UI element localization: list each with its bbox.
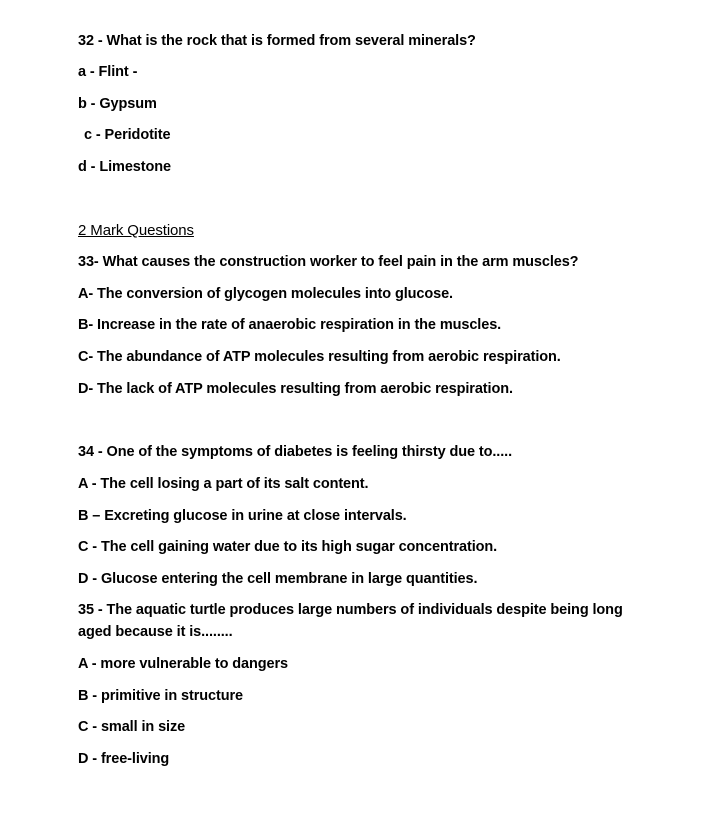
section-heading: 2 Mark Questions <box>78 222 194 239</box>
q32-option-d: d - Limestone <box>78 159 171 175</box>
q35-option-b: B - primitive in structure <box>78 688 243 704</box>
q32-option-b: b - Gypsum <box>78 96 157 112</box>
q35-option-a: A - more vulnerable to dangers <box>78 656 288 672</box>
q35-option-d: D - free-living <box>78 751 170 767</box>
q35-question: 35 - The aquatic turtle produces large numbers of individuals despite being long aged because it is........ <box>78 602 623 640</box>
q33-option-b: B- Increase in the rate of anaerobic respiration in the muscles. <box>78 317 502 333</box>
q32-option-c: c - Peridotite <box>84 127 171 143</box>
q34-option-b: B – Excreting glucose in urine at close intervals. <box>78 508 407 524</box>
q35-option-c: C - small in size <box>78 719 186 735</box>
q34-option-a: A - The cell losing a part of its salt content. <box>78 476 369 492</box>
q34-question: 34 - One of the symptoms of diabetes is feeling thirsty due to..... <box>78 444 513 460</box>
q33-option-c: C- The abundance of ATP molecules resulting from aerobic respiration. <box>78 349 561 365</box>
q32-option-a: a - Flint - <box>78 64 138 80</box>
q34-option-d: D - Glucose entering the cell membrane in large quantities. <box>78 571 478 587</box>
q33-question: 33- What causes the construction worker to feel pain in the arm muscles? <box>78 254 579 270</box>
q33-option-d: D- The lack of ATP molecules resulting from aerobic respiration. <box>78 381 513 397</box>
q32-question: 32 - What is the rock that is formed from several minerals? <box>78 33 476 49</box>
q34-option-c: C - The cell gaining water due to its high sugar concentration. <box>78 539 498 555</box>
q33-option-a: A- The conversion of glycogen molecules into glucose. <box>78 286 453 302</box>
